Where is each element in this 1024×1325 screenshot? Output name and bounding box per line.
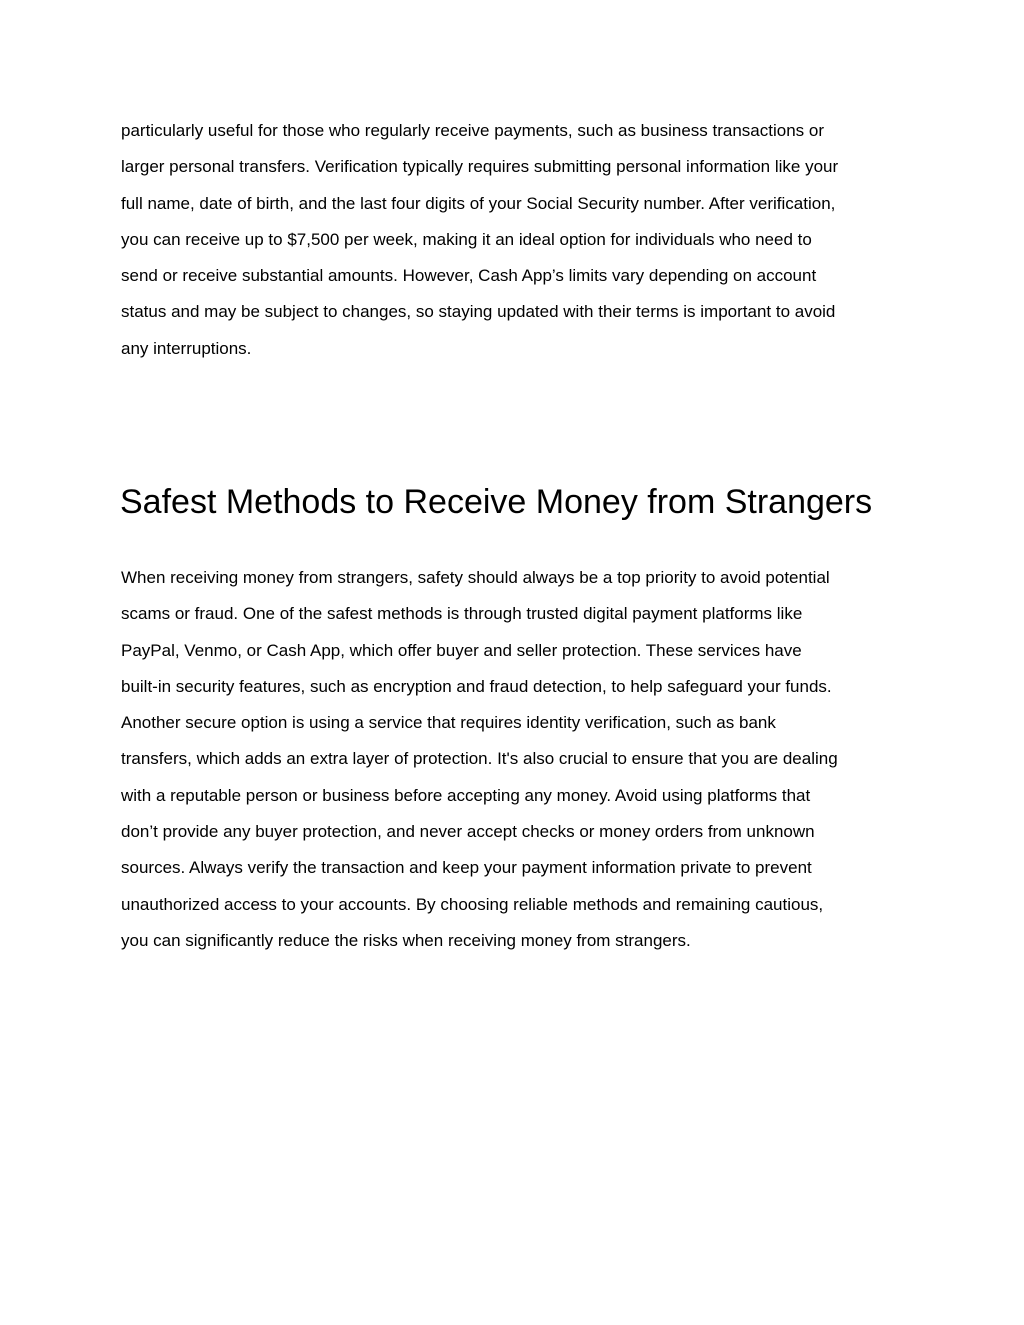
paragraph-cash-app-limits <box>121 113 911 367</box>
paragraph-line: send or receive substantial amounts. However, Cash App’s limits vary depending on account <box>121 266 817 286</box>
paragraph-line: you can significantly reduce the risks when receiving money from strangers. <box>121 930 691 950</box>
paragraph-line: When receiving money from strangers, safety should always be a top priority to avoid potential <box>121 568 830 587</box>
paragraph-line: Another secure option is using a service that requires identity verification, such as bank <box>121 713 776 733</box>
paragraph-line: any interruptions. <box>121 338 252 358</box>
paragraph-line: transfers, which adds an extra layer of protection. It's also crucial to ensure that you are dealing <box>121 749 838 769</box>
paragraph-line: larger personal transfers. Verification typically requires submitting personal information like your <box>121 157 839 177</box>
paragraph-line: with a reputable person or business before accepting any money. Avoid using platforms that <box>121 785 811 805</box>
paragraph-line: status and may be subject to changes, so staying updated with their terms is important to avoid <box>121 302 836 322</box>
paragraph-line: built-in security features, such as encryption and fraud detection, to help safeguard your funds. <box>121 676 832 696</box>
paragraph-line: you can receive up to $7,500 per week, making it an ideal option for individuals who need to <box>121 229 812 249</box>
paragraph-line: scams or fraud. One of the safest methods is through trusted digital payment platforms like <box>121 604 803 624</box>
paragraph-line: unauthorized access to your accounts. By choosing reliable methods and remaining cautious, <box>121 894 824 914</box>
paragraph-line: sources. Always verify the transaction and keep your payment information private to prevent <box>121 858 812 878</box>
section-heading: Safest Methods to Receive Money from Strangers <box>120 483 873 521</box>
paragraph-line: PayPal, Venmo, or Cash App, which offer buyer and seller protection. These services have <box>121 640 802 660</box>
paragraph-line: full name, date of birth, and the last four digits of your Social Security number. After verification, <box>121 193 836 213</box>
paragraph-line: particularly useful for those who regularly receive payments, such as business transactions or <box>121 121 825 140</box>
paragraph-line: don’t provide any buyer protection, and never accept checks or money orders from unknown <box>121 822 815 842</box>
paragraph-safest-methods <box>121 560 911 959</box>
